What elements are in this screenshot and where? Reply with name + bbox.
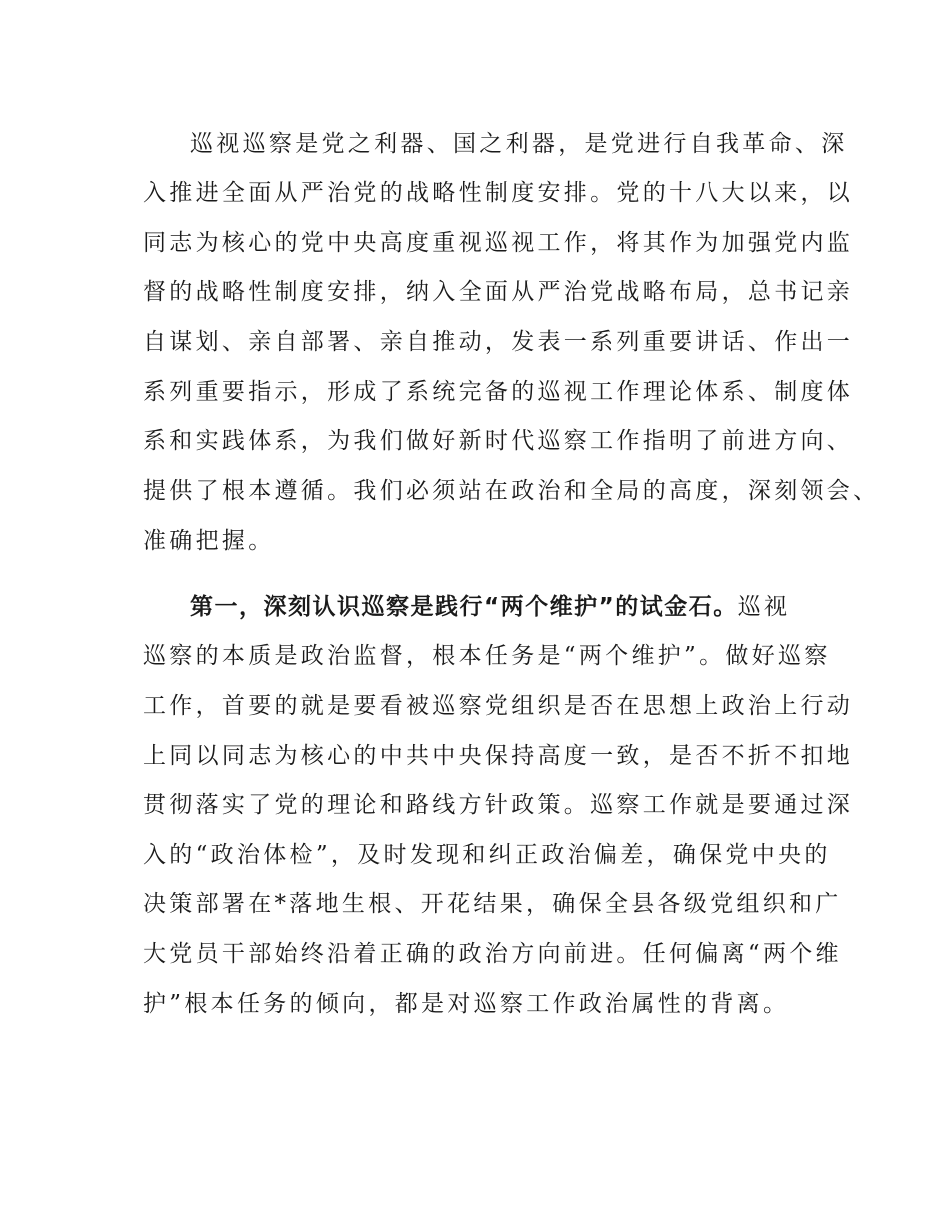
- paragraph-2-line-1-rest: 巡视: [737, 594, 791, 620]
- section-heading: 第一，深刻认识巡察是践行“两个维护”的试金石。: [190, 594, 738, 620]
- paragraph-2-line-1: [190, 592, 790, 622]
- paragraph-1-line-1: 巡视巡察是党之利器、国之利器，是党进行自我革命、深: [190, 131, 848, 157]
- paragraph-1-line-8: 提供了根本遵循。我们必须站在政治和全局的高度，深刻领会、: [143, 478, 880, 504]
- paragraph-2-line-9: 护”根本任务的倾向，都是对巡察工作政治属性的背离。: [143, 991, 790, 1017]
- paragraph-2-line-5: 贯彻落实了党的理论和路线方针政策。巡察工作就是要通过深: [143, 792, 854, 818]
- paragraph-2-line-4: 上同以同志为核心的中共中央保持高度一致，是否不折不扣地: [143, 743, 854, 769]
- paragraph-2-line-6: 入的“政治体检”，及时发现和纠正政治偏差，确保党中央的: [143, 842, 831, 868]
- paragraph-1-line-7: 系和实践体系，为我们做好新时代巡察工作指明了前进方向、: [143, 428, 854, 454]
- paragraph-1-line-5: 自谋划、亲自部署、亲自推动，发表一系列重要讲话、作出一: [143, 329, 854, 355]
- paragraph-1-line-4: 督的战略性制度安排，纳入全面从严治党战略布局，总书记亲: [143, 279, 854, 305]
- paragraph-2-line-3: 工作，首要的就是要看被巡察党组织是否在思想上政治上行动: [143, 693, 854, 719]
- paragraph-2-line-2: 巡察的本质是政治监督，根本任务是“两个维护”。做好巡察: [143, 643, 831, 669]
- paragraph-2-line-8: 大党员干部始终沿着正确的政治方向前进。任何偏离“两个维: [143, 941, 842, 967]
- paragraph-1-line-3: 同志为核心的党中央高度重视巡视工作，将其作为加强党内监: [143, 230, 854, 256]
- paragraph-1-line-2: 入推进全面从严治党的战略性制度安排。党的十八大以来，以: [143, 180, 854, 206]
- paragraph-1-line-9: 准确把握。: [143, 528, 275, 554]
- paragraph-2-line-7: 决策部署在*落地生根、开花结果，确保全县各级党组织和广: [143, 891, 842, 917]
- paragraph-1-line-6: 系列重要指示，形成了系统完备的巡视工作理论体系、制度体: [143, 379, 854, 405]
